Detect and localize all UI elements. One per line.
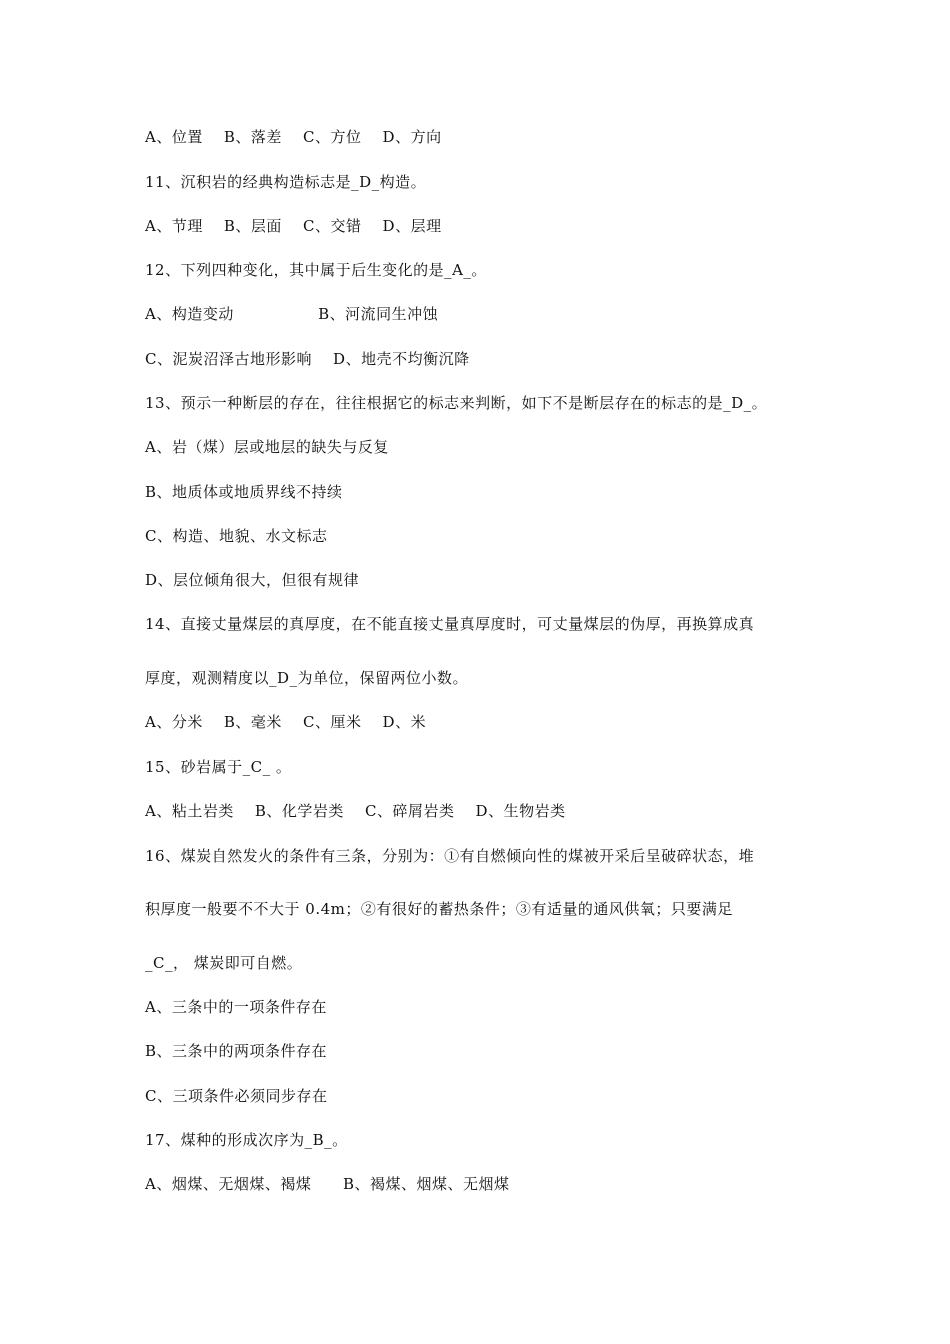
q13-option-c: C、构造、地貌、水文标志 bbox=[145, 527, 328, 545]
q14-question-line2: 厚度，观测精度以_D_为单位，保留两位小数。 bbox=[145, 669, 469, 687]
q15-question: 15、砂岩属于_C_ 。 bbox=[145, 758, 292, 776]
q10-options: A、位置 B、落差 C、方位 D、方向 bbox=[145, 128, 442, 146]
q15-options: A、粘土岩类 B、化学岩类 C、碎屑岩类 D、生物岩类 bbox=[145, 802, 566, 820]
q17-options: A、烟煤、无烟煤、褐煤 B、褐煤、烟煤、无烟煤 bbox=[145, 1175, 510, 1193]
q17-question: 17、煤种的形成次序为_B_。 bbox=[145, 1131, 348, 1149]
q13-option-a: A、岩（煤）层或地层的缺失与反复 bbox=[145, 438, 389, 456]
q16-question-line1: 16、煤炭自然发火的条件有三条，分别为：①有自燃倾向性的煤被开采后呈破碎状态，堆 bbox=[145, 847, 755, 865]
q16-option-a: A、三条中的一项条件存在 bbox=[145, 998, 327, 1016]
q11-question: 11、沉积岩的经典构造标志是_D_构造。 bbox=[145, 173, 427, 191]
q14-question-line1: 14、直接丈量煤层的真厚度，在不能直接丈量真厚度时，可丈量煤层的伪厚，再换算成真 bbox=[145, 615, 755, 633]
q13-question: 13、预示一种断层的存在，往往根据它的标志来判断，如下不是断层存在的标志的是_D_。 bbox=[145, 394, 768, 412]
q11-options: A、节理 B、层面 C、交错 D、层理 bbox=[145, 217, 442, 235]
q13-option-b: B、地质体或地质界线不持续 bbox=[145, 483, 343, 501]
q12-options-cd: C、泥炭沼泽古地形影响 D、地壳不均衡沉降 bbox=[145, 350, 470, 368]
q16-option-c: C、三项条件必须同步存在 bbox=[145, 1087, 328, 1105]
q13-option-d: D、层位倾角很大，但很有规律 bbox=[145, 571, 360, 589]
q12-options-ab: A、构造变动 B、河流同生冲蚀 bbox=[145, 305, 439, 323]
q12-question: 12、下列四种变化，其中属于后生变化的是_A_。 bbox=[145, 261, 487, 279]
q16-question-line2: 积厚度一般要不不大于 0.4m；②有很好的蓄热条件；③有适量的通风供氧；只要满足 bbox=[145, 900, 733, 918]
q14-options: A、分米 B、毫米 C、厘米 D、米 bbox=[145, 713, 427, 731]
q16-option-b: B、三条中的两项条件存在 bbox=[145, 1042, 328, 1060]
q16-question-line3: _C_， 煤炭即可自燃。 bbox=[145, 954, 303, 972]
